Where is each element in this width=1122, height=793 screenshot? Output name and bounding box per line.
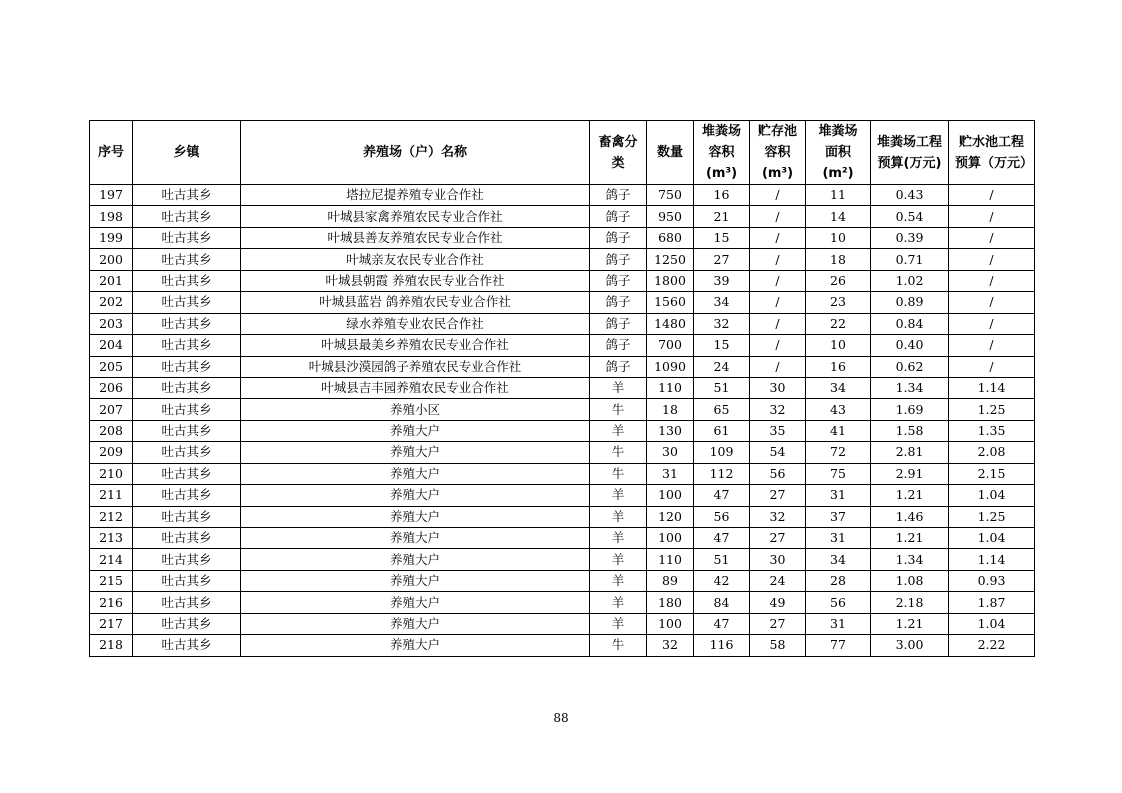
cell-count: 100	[647, 485, 694, 506]
cell-town: 吐古其乡	[133, 485, 241, 506]
cell-count: 120	[647, 506, 694, 527]
cell-tank-budget: /	[949, 292, 1035, 313]
cell-farm: 养殖大户	[241, 635, 590, 656]
table-row	[90, 613, 1035, 634]
cell-manure-volume: 27	[694, 249, 750, 270]
cell-category: 羊	[590, 377, 647, 398]
table-row	[90, 335, 1035, 356]
cell-manure-budget: 1.69	[871, 399, 949, 420]
cell-category: 鸽子	[590, 313, 647, 334]
table-body	[90, 185, 1035, 657]
cell-manure-budget: 2.81	[871, 442, 949, 463]
cell-seq: 207	[90, 399, 133, 420]
cell-manure-volume: 56	[694, 506, 750, 527]
page-number: 88	[553, 711, 569, 725]
cell-town: 吐古其乡	[133, 399, 241, 420]
cell-town: 吐古其乡	[133, 227, 241, 248]
cell-manure-budget: 0.62	[871, 356, 949, 377]
table-row	[90, 292, 1035, 313]
cell-tank-budget: 1.04	[949, 528, 1035, 549]
cell-manure-area: 56	[806, 592, 871, 613]
cell-storage-volume: /	[750, 227, 806, 248]
cell-town: 吐古其乡	[133, 313, 241, 334]
cell-manure-volume: 21	[694, 206, 750, 227]
cell-seq: 203	[90, 313, 133, 334]
cell-category: 羊	[590, 528, 647, 549]
cell-town: 吐古其乡	[133, 420, 241, 441]
cell-tank-budget: 2.22	[949, 635, 1035, 656]
cell-manure-area: 16	[806, 356, 871, 377]
cell-town: 吐古其乡	[133, 570, 241, 591]
cell-farm: 养殖大户	[241, 485, 590, 506]
cell-manure-budget: 0.39	[871, 227, 949, 248]
cell-seq: 201	[90, 270, 133, 291]
cell-manure-budget: 1.21	[871, 528, 949, 549]
cell-category: 牛	[590, 463, 647, 484]
cell-manure-area: 28	[806, 570, 871, 591]
cell-town: 吐古其乡	[133, 613, 241, 634]
cell-storage-volume: 27	[750, 485, 806, 506]
cell-manure-budget: 3.00	[871, 635, 949, 656]
cell-seq: 197	[90, 185, 133, 206]
cell-manure-area: 10	[806, 227, 871, 248]
cell-tank-budget: /	[949, 270, 1035, 291]
cell-count: 100	[647, 528, 694, 549]
table-row	[90, 635, 1035, 656]
cell-tank-budget: 1.25	[949, 506, 1035, 527]
cell-storage-volume: 35	[750, 420, 806, 441]
cell-seq: 217	[90, 613, 133, 634]
cell-seq: 202	[90, 292, 133, 313]
cell-seq: 205	[90, 356, 133, 377]
cell-manure-budget: 1.46	[871, 506, 949, 527]
cell-manure-volume: 39	[694, 270, 750, 291]
cell-tank-budget: /	[949, 356, 1035, 377]
table-row	[90, 313, 1035, 334]
cell-manure-volume: 16	[694, 185, 750, 206]
cell-town: 吐古其乡	[133, 206, 241, 227]
table-row	[90, 549, 1035, 570]
table-row	[90, 185, 1035, 206]
cell-category: 羊	[590, 485, 647, 506]
cell-town: 吐古其乡	[133, 185, 241, 206]
cell-category: 鸽子	[590, 206, 647, 227]
cell-count: 32	[647, 635, 694, 656]
cell-farm: 叶城县吉丰园养殖农民专业合作社	[241, 377, 590, 398]
cell-manure-budget: 1.08	[871, 570, 949, 591]
cell-farm: 绿水养殖专业农民合作社	[241, 313, 590, 334]
header-tank-budget: 贮水池工程预算（万元）	[949, 121, 1035, 185]
cell-storage-volume: /	[750, 185, 806, 206]
cell-category: 羊	[590, 549, 647, 570]
table-row	[90, 528, 1035, 549]
cell-farm: 叶城县最美乡养殖农民专业合作社	[241, 335, 590, 356]
cell-count: 1090	[647, 356, 694, 377]
cell-manure-area: 22	[806, 313, 871, 334]
cell-tank-budget: 2.15	[949, 463, 1035, 484]
table-row	[90, 485, 1035, 506]
table-row	[90, 249, 1035, 270]
header-farm-name: 养殖场（户）名称	[241, 121, 590, 185]
cell-count: 1480	[647, 313, 694, 334]
cell-storage-volume: /	[750, 292, 806, 313]
cell-category: 鸽子	[590, 227, 647, 248]
cell-manure-area: 41	[806, 420, 871, 441]
cell-town: 吐古其乡	[133, 506, 241, 527]
cell-category: 羊	[590, 613, 647, 634]
cell-town: 吐古其乡	[133, 549, 241, 570]
cell-farm: 叶城县家禽养殖农民专业合作社	[241, 206, 590, 227]
table-row	[90, 420, 1035, 441]
cell-storage-volume: /	[750, 356, 806, 377]
cell-count: 30	[647, 442, 694, 463]
cell-manure-area: 26	[806, 270, 871, 291]
cell-farm: 塔拉尼提养殖专业合作社	[241, 185, 590, 206]
cell-tank-budget: /	[949, 206, 1035, 227]
cell-town: 吐古其乡	[133, 442, 241, 463]
cell-storage-volume: /	[750, 313, 806, 334]
cell-town: 吐古其乡	[133, 377, 241, 398]
cell-tank-budget: 1.35	[949, 420, 1035, 441]
cell-manure-budget: 0.54	[871, 206, 949, 227]
cell-category: 鸽子	[590, 292, 647, 313]
cell-manure-budget: 0.89	[871, 292, 949, 313]
cell-count: 100	[647, 613, 694, 634]
cell-tank-budget: /	[949, 227, 1035, 248]
table-row	[90, 377, 1035, 398]
cell-manure-volume: 84	[694, 592, 750, 613]
cell-category: 牛	[590, 442, 647, 463]
cell-farm: 养殖大户	[241, 506, 590, 527]
cell-seq: 216	[90, 592, 133, 613]
cell-manure-area: 37	[806, 506, 871, 527]
cell-count: 110	[647, 549, 694, 570]
header-category: 畜禽分类	[590, 121, 647, 185]
cell-manure-budget: 2.91	[871, 463, 949, 484]
cell-farm: 养殖大户	[241, 549, 590, 570]
cell-manure-area: 31	[806, 528, 871, 549]
cell-manure-volume: 47	[694, 613, 750, 634]
cell-storage-volume: /	[750, 206, 806, 227]
cell-storage-volume: 30	[750, 549, 806, 570]
cell-seq: 199	[90, 227, 133, 248]
cell-manure-area: 10	[806, 335, 871, 356]
cell-farm: 养殖大户	[241, 463, 590, 484]
cell-storage-volume: /	[750, 249, 806, 270]
cell-category: 牛	[590, 399, 647, 420]
cell-storage-volume: 32	[750, 506, 806, 527]
header-seq: 序号	[90, 121, 133, 185]
cell-count: 110	[647, 377, 694, 398]
cell-category: 羊	[590, 570, 647, 591]
cell-farm: 叶城县沙漠园鸽子养殖农民专业合作社	[241, 356, 590, 377]
cell-count: 1800	[647, 270, 694, 291]
header-town: 乡镇	[133, 121, 241, 185]
cell-farm: 养殖大户	[241, 613, 590, 634]
cell-manure-area: 18	[806, 249, 871, 270]
cell-storage-volume: 30	[750, 377, 806, 398]
cell-tank-budget: 2.08	[949, 442, 1035, 463]
cell-manure-budget: 1.34	[871, 549, 949, 570]
table-row	[90, 399, 1035, 420]
cell-seq: 206	[90, 377, 133, 398]
table-row	[90, 463, 1035, 484]
cell-tank-budget: /	[949, 313, 1035, 334]
cell-manure-volume: 51	[694, 377, 750, 398]
cell-category: 鸽子	[590, 270, 647, 291]
cell-manure-budget: 0.71	[871, 249, 949, 270]
cell-town: 吐古其乡	[133, 528, 241, 549]
cell-manure-volume: 47	[694, 485, 750, 506]
cell-count: 31	[647, 463, 694, 484]
cell-count: 750	[647, 185, 694, 206]
cell-seq: 211	[90, 485, 133, 506]
cell-storage-volume: 54	[750, 442, 806, 463]
cell-town: 吐古其乡	[133, 592, 241, 613]
cell-manure-area: 11	[806, 185, 871, 206]
cell-town: 吐古其乡	[133, 249, 241, 270]
cell-category: 羊	[590, 592, 647, 613]
cell-manure-area: 31	[806, 613, 871, 634]
cell-farm: 养殖小区	[241, 399, 590, 420]
cell-manure-area: 34	[806, 377, 871, 398]
cell-manure-volume: 42	[694, 570, 750, 591]
cell-count: 130	[647, 420, 694, 441]
cell-seq: 209	[90, 442, 133, 463]
cell-storage-volume: 58	[750, 635, 806, 656]
cell-seq: 204	[90, 335, 133, 356]
cell-manure-budget: 1.34	[871, 377, 949, 398]
cell-count: 89	[647, 570, 694, 591]
cell-seq: 208	[90, 420, 133, 441]
cell-tank-budget: 1.04	[949, 613, 1035, 634]
cell-manure-budget: 2.18	[871, 592, 949, 613]
cell-manure-area: 34	[806, 549, 871, 570]
header-storage-volume: 贮存池容积(m³)	[750, 121, 806, 185]
cell-category: 鸽子	[590, 249, 647, 270]
cell-category: 鸽子	[590, 185, 647, 206]
cell-seq: 200	[90, 249, 133, 270]
cell-town: 吐古其乡	[133, 356, 241, 377]
cell-seq: 218	[90, 635, 133, 656]
table-row	[90, 506, 1035, 527]
cell-manure-volume: 61	[694, 420, 750, 441]
cell-farm: 养殖大户	[241, 420, 590, 441]
cell-count: 1250	[647, 249, 694, 270]
cell-farm: 养殖大户	[241, 592, 590, 613]
cell-seq: 212	[90, 506, 133, 527]
cell-manure-area: 23	[806, 292, 871, 313]
cell-category: 羊	[590, 506, 647, 527]
cell-farm: 叶城县朝霞 养殖农民专业合作社	[241, 270, 590, 291]
cell-count: 18	[647, 399, 694, 420]
cell-manure-volume: 24	[694, 356, 750, 377]
cell-town: 吐古其乡	[133, 463, 241, 484]
cell-manure-budget: 1.21	[871, 613, 949, 634]
cell-manure-budget: 0.43	[871, 185, 949, 206]
cell-town: 吐古其乡	[133, 635, 241, 656]
header-manure-area: 堆粪场面积(m²)	[806, 121, 871, 185]
cell-town: 吐古其乡	[133, 292, 241, 313]
table-row	[90, 442, 1035, 463]
livestock-farm-table	[89, 120, 1035, 657]
cell-storage-volume: 56	[750, 463, 806, 484]
cell-farm: 养殖大户	[241, 570, 590, 591]
table-header-row	[90, 121, 1035, 185]
cell-farm: 养殖大户	[241, 442, 590, 463]
cell-tank-budget: 1.04	[949, 485, 1035, 506]
cell-manure-area: 43	[806, 399, 871, 420]
cell-category: 牛	[590, 635, 647, 656]
cell-manure-volume: 15	[694, 335, 750, 356]
cell-manure-area: 75	[806, 463, 871, 484]
header-count: 数量	[647, 121, 694, 185]
cell-tank-budget: 1.87	[949, 592, 1035, 613]
cell-tank-budget: /	[949, 185, 1035, 206]
cell-manure-volume: 34	[694, 292, 750, 313]
cell-manure-volume: 65	[694, 399, 750, 420]
cell-manure-budget: 0.84	[871, 313, 949, 334]
cell-manure-volume: 112	[694, 463, 750, 484]
cell-manure-budget: 0.40	[871, 335, 949, 356]
cell-seq: 214	[90, 549, 133, 570]
cell-count: 180	[647, 592, 694, 613]
cell-manure-volume: 47	[694, 528, 750, 549]
cell-town: 吐古其乡	[133, 335, 241, 356]
table-row	[90, 206, 1035, 227]
cell-farm: 叶城县蓝岩 鸽养殖农民专业合作社	[241, 292, 590, 313]
cell-tank-budget: 1.14	[949, 377, 1035, 398]
cell-seq: 213	[90, 528, 133, 549]
cell-farm: 养殖大户	[241, 528, 590, 549]
cell-storage-volume: 27	[750, 528, 806, 549]
cell-manure-budget: 1.58	[871, 420, 949, 441]
cell-manure-volume: 109	[694, 442, 750, 463]
cell-manure-volume: 51	[694, 549, 750, 570]
cell-count: 680	[647, 227, 694, 248]
cell-farm: 叶城亲友农民专业合作社	[241, 249, 590, 270]
cell-category: 羊	[590, 420, 647, 441]
table-row	[90, 270, 1035, 291]
header-manure-volume: 堆粪场容积(m³)	[694, 121, 750, 185]
table-row	[90, 592, 1035, 613]
cell-manure-area: 72	[806, 442, 871, 463]
cell-count: 700	[647, 335, 694, 356]
cell-count: 1560	[647, 292, 694, 313]
cell-seq: 198	[90, 206, 133, 227]
cell-tank-budget: 0.93	[949, 570, 1035, 591]
cell-manure-volume: 15	[694, 227, 750, 248]
cell-storage-volume: 32	[750, 399, 806, 420]
cell-storage-volume: 27	[750, 613, 806, 634]
table-row	[90, 227, 1035, 248]
cell-count: 950	[647, 206, 694, 227]
cell-tank-budget: /	[949, 249, 1035, 270]
cell-manure-area: 14	[806, 206, 871, 227]
cell-storage-volume: /	[750, 270, 806, 291]
cell-storage-volume: /	[750, 335, 806, 356]
cell-manure-volume: 32	[694, 313, 750, 334]
cell-manure-budget: 1.21	[871, 485, 949, 506]
cell-town: 吐古其乡	[133, 270, 241, 291]
cell-manure-volume: 116	[694, 635, 750, 656]
header-manure-budget: 堆粪场工程预算(万元)	[871, 121, 949, 185]
cell-category: 鸽子	[590, 356, 647, 377]
cell-seq: 215	[90, 570, 133, 591]
cell-manure-area: 31	[806, 485, 871, 506]
cell-storage-volume: 49	[750, 592, 806, 613]
cell-tank-budget: 1.25	[949, 399, 1035, 420]
cell-category: 鸽子	[590, 335, 647, 356]
cell-farm: 叶城县善友养殖农民专业合作社	[241, 227, 590, 248]
table-row	[90, 570, 1035, 591]
cell-manure-budget: 1.02	[871, 270, 949, 291]
cell-storage-volume: 24	[750, 570, 806, 591]
cell-manure-area: 77	[806, 635, 871, 656]
cell-seq: 210	[90, 463, 133, 484]
table-row	[90, 356, 1035, 377]
cell-tank-budget: /	[949, 335, 1035, 356]
cell-tank-budget: 1.14	[949, 549, 1035, 570]
